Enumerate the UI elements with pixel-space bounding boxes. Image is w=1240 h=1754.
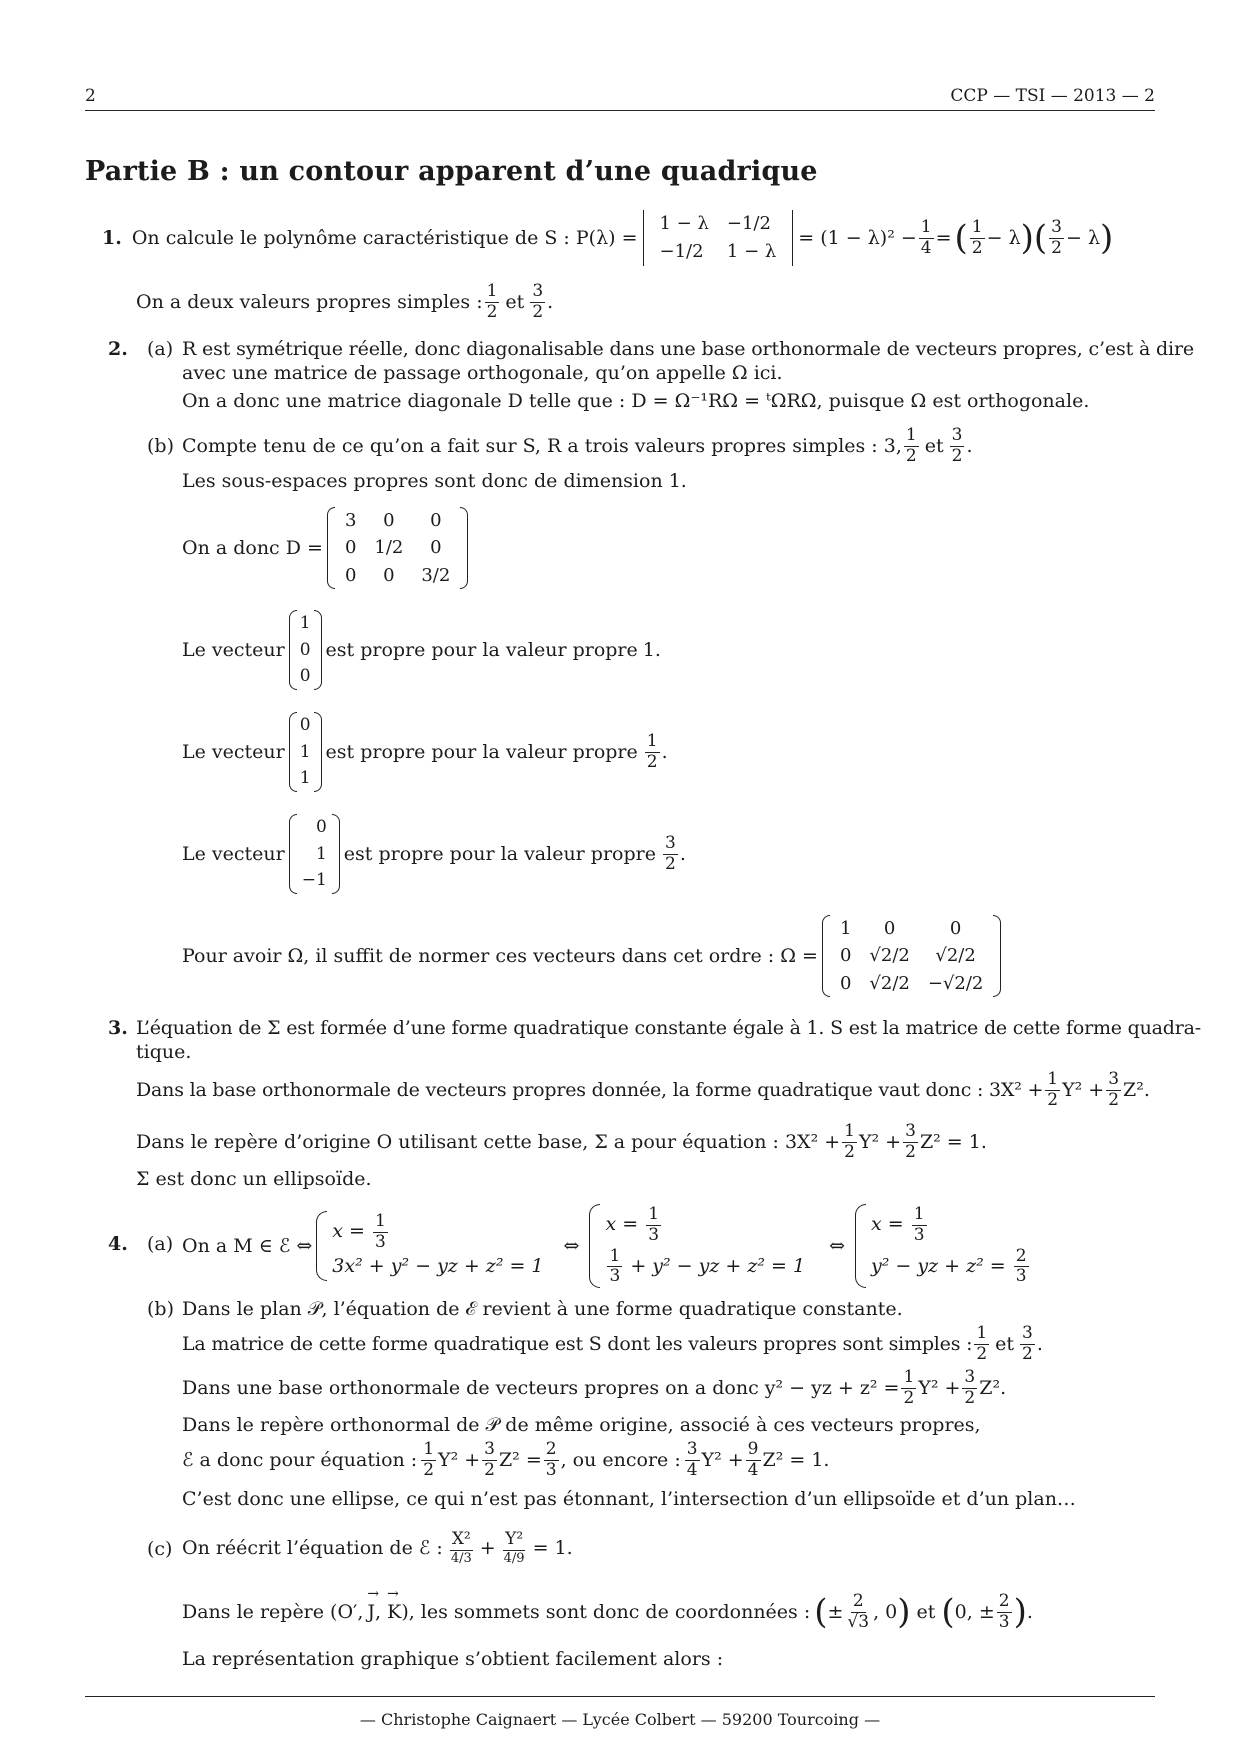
header-rule <box>85 110 1155 111</box>
q2b-line1: Compte tenu de ce qu’on a fait sur S, R a trois valeurs propres simples : 3, 1 2 et 3 2 . <box>182 425 973 466</box>
vector-J: → J <box>367 1601 375 1623</box>
q3-line4: Dans le repère d’origine O utilisant cette base, Σ a pour équation : 3X² + $\frac{1}{2}$ Y² + $\frac{3}{2}$ Z² = 1. <box>136 1121 987 1162</box>
q4b-line6: C’est donc une ellipse, ce qui n’est pas étonnant, l’intersection d’un ellipsoïde et d’un plan… <box>182 1488 1076 1510</box>
q4-number: 4. <box>108 1233 128 1255</box>
q2-number: 2. <box>108 338 128 360</box>
section-title: Partie B : un contour apparent d’une quadrique <box>85 156 818 187</box>
q2b-matrix-D: On a donc D = 3 0 0 0 1/2 0 0 0 3/2 <box>182 502 468 594</box>
system-1: x = $\frac{1}{3}$ 3x² + y² − yz + z² = 1 <box>314 1211 543 1280</box>
q2a-line3: On a donc une matrice diagonale D telle que : D = Ω⁻¹RΩ = ᵗΩRΩ, puisque Ω est orthogonale. <box>182 390 1090 412</box>
fraction: $\frac{1}{4}$ <box>920 217 932 258</box>
q4a-system: On a M ∈ ℰ ⇔ x = $\frac{1}{3}$ 3x² + y² − yz + z² = 1 ⇔ x = $\frac{1}{3}$ $\frac{1}{3}$ + y² − yz + z² = 1 ⇔ x = $\frac{1}{3}$ y² − yz + z² = $\frac{2}{3}$ <box>182 1198 1031 1294</box>
vector-K: → K <box>387 1601 401 1623</box>
q4c-line1: On réécrit l’équation de ℰ : X² 4/3 + Y² 4/9 = 1. <box>182 1529 573 1566</box>
q4a-label: (a) <box>147 1233 174 1255</box>
q2b-vector-1: Le vecteur 1 0 0 est propre pour la valeur propre 1. <box>182 604 661 696</box>
q4c-line2: Dans le repère (O′, → J , → K ), les sommets sont donc de coordonnées : ( ± $\frac{2}{√3}$ , 0 ) et ( 0, ± $\frac{2}{3}$ ) . <box>182 1584 1033 1640</box>
footer-text: — Christophe Caignaert — Lycée Colbert — 59200 Tourcoing — <box>359 1710 881 1729</box>
q2a-label: (a) <box>147 338 174 360</box>
q3-line1: L’équation de Σ est formée d’une forme quadratique constante égale à 1. S est la matrice de cette forme quadra- <box>136 1017 1202 1039</box>
q4c-line3: La représentation graphique s’obtient facilement alors : <box>182 1648 724 1670</box>
q4b-label: (b) <box>147 1298 174 1320</box>
q4b-line5: ℰ a donc pour équation : 1 2 Y² + $\frac{3}{2}$ Z² = $\frac{2}{3}$ , ou encore : 3 4 Y² + $\frac{9}{4}$ Z² = 1. <box>182 1439 830 1480</box>
q4c-label: (c) <box>147 1538 173 1560</box>
q2b-label: (b) <box>147 435 174 457</box>
page-number: 2 <box>85 86 96 106</box>
q3-line2: tique. <box>136 1041 192 1063</box>
q4b-line1: Dans le plan 𝒫, l’équation de ℰ revient à une forme quadratique constante. <box>182 1298 903 1320</box>
q2b-omega: Pour avoir Ω, il suffit de normer ces vecteurs dans cet ordre : Ω = 1 0 0 0 √2/2 √2/2 0 √2/2 −√2/2 <box>182 910 1001 1002</box>
system-3: x = $\frac{1}{3}$ y² − yz + z² = $\frac{2}{3}$ <box>853 1204 1031 1287</box>
q2a-line2: avec une matrice de passage orthogonale, qu’on appelle Ω ici. <box>182 362 783 384</box>
q3-line5: Σ est donc un ellipsoïde. <box>136 1168 372 1190</box>
q1-intro: On calcule le polynôme caractéristique de S : P(λ) = <box>131 227 638 249</box>
q3-line3: Dans la base orthonormale de vecteurs propres donnée, la forme quadratique vaut donc : 3X² + $\frac{1}{2}$ Y² + $\frac{3}{2}$ Z². <box>136 1069 1150 1110</box>
q1-line1: 1. On calcule le polynôme caractéristique de S : P(λ) = 1 − λ −1/2 −1/2 1 − λ = (1 − λ)² − $\frac{1}{4}$ = ( 1 2 − λ )( 3 2 − λ ) <box>102 208 1113 268</box>
q4b-line3: Dans une base orthonormale de vecteurs propres on a donc y² − yz + z² = $\frac{1}{2}$ Y² + $\frac{3}{2}$ Z². <box>182 1367 1007 1408</box>
q1-line2: On a deux valeurs propres simples : 1 2 et 3 2 . <box>136 281 554 322</box>
system-2: x = $\frac{1}{3}$ $\frac{1}{3}$ + y² − yz + z² = 1 <box>587 1204 805 1287</box>
footer-rule <box>85 1696 1155 1697</box>
q1-number: 1. <box>102 227 122 249</box>
q2b-vector-2: Le vecteur 0 1 1 est propre pour la valeur propre 1 2 . <box>182 706 668 798</box>
q2b-vector-3: Le vecteur 0 1 −1 est propre pour la valeur propre 3 2 . <box>182 808 686 900</box>
q4b-line2: La matrice de cette forme quadratique est S dont les valeurs propres sont simples : 1 2 et 3 2 . <box>182 1323 1043 1364</box>
q4b-line4: Dans le repère orthonormal de 𝒫 de même origine, associé à ces vecteurs propres, <box>182 1414 981 1436</box>
q3-number: 3. <box>108 1017 128 1039</box>
q2a-line1: R est symétrique réelle, donc diagonalisable dans une base orthonormale de vecteurs propres, c’est à dire <box>182 338 1194 360</box>
q1-determinant: 1 − λ −1/2 −1/2 1 − λ <box>642 210 795 265</box>
q2b-line2: Les sous-espaces propres sont donc de dimension 1. <box>182 470 687 492</box>
running-title: CCP — TSI — 2013 — 2 <box>950 86 1155 106</box>
